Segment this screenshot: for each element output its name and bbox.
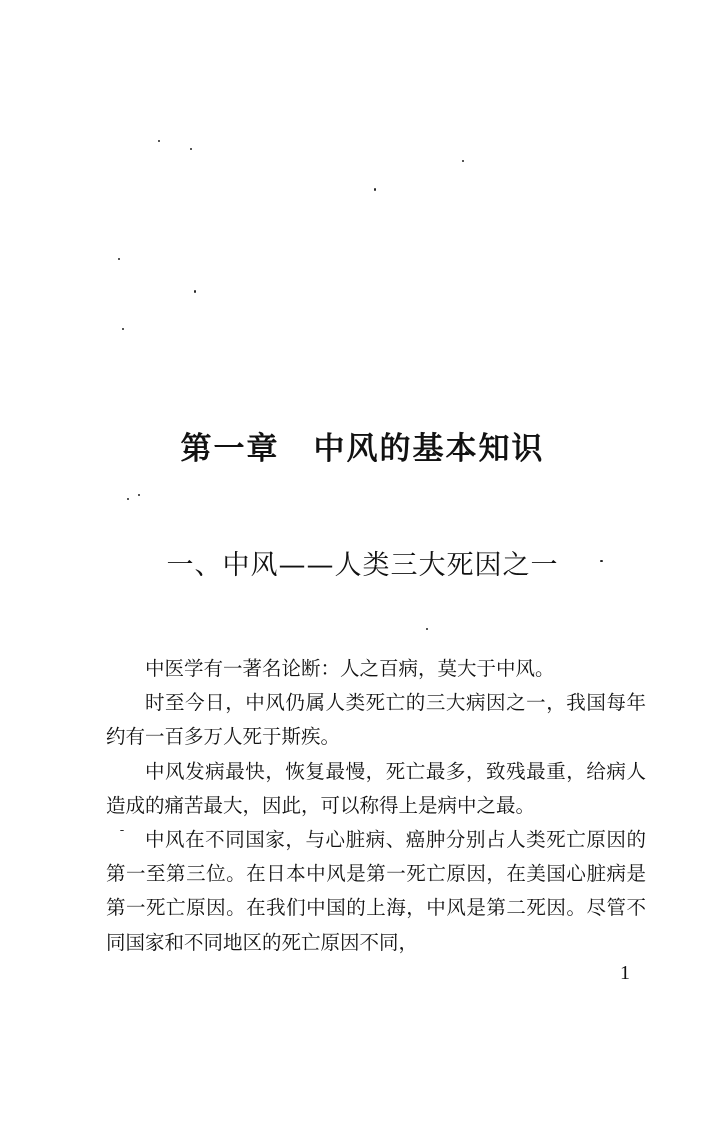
paragraph: 中风发病最快，恢复最慢，死亡最多，致残最重，给病人造成的痛苦最大，因此，可以称得上是病中之最。: [106, 759, 646, 817]
scan-speck: [127, 498, 129, 500]
scan-speck: [426, 628, 428, 630]
page-number: 1: [620, 962, 630, 984]
paragraph: 时至今日，中风仍属人类死亡的三大病因之一，我国每年约有一百多万人死于斯疾。: [106, 691, 646, 749]
scan-speck: [194, 290, 196, 293]
body-text: [106, 652, 646, 960]
section-title: 一、中风——人类三大死因之一: [166, 550, 559, 581]
scan-speck: [122, 328, 124, 330]
scan-speck: [190, 148, 192, 150]
scan-speck: [462, 160, 464, 162]
scan-speck: [138, 494, 140, 496]
chapter-number: 第一章: [180, 431, 280, 467]
paragraph: 中医学有一著名论断：人之百病，莫大于中风。: [145, 657, 555, 680]
chapter-name: 中风的基本知识: [313, 431, 545, 467]
chapter-title: [0, 423, 725, 468]
scan-speck: [374, 188, 376, 191]
paragraph: 中风在不同国家，与心脏病、癌肿分别占人类死亡原因的第一至第三位。在日本中风是第一死亡原因，在美国心脏病是第一死亡原因。在我们中国的上海，中风是第二死因。尽管不同国家和不同地区的死亡原因不同，: [106, 828, 646, 954]
scan-speck: [118, 258, 120, 260]
scan-speck: [158, 140, 160, 142]
